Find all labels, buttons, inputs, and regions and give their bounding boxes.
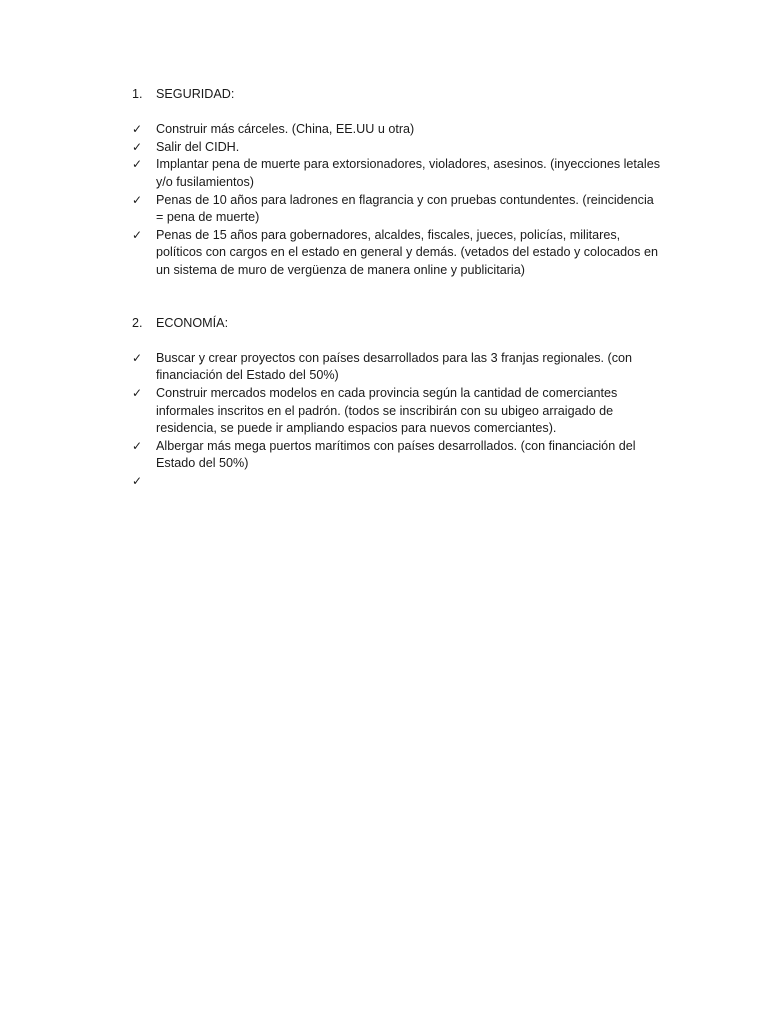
section-number: 1. (132, 87, 143, 101)
check-icon: ✓ (132, 157, 143, 172)
list-item-empty (132, 473, 662, 491)
check-icon: ✓ (132, 385, 143, 400)
section-title: ECONOMÍA: (156, 315, 229, 330)
list-item-text: Buscar y crear proyectos con países desarrollados para las 3 franjas regionales. (con financiación del Estado del 50%) (156, 350, 633, 383)
check-icon: ✓ (132, 473, 143, 488)
document-body (132, 86, 662, 490)
list-item-text: Construir mercados modelos en cada provincia según la cantidad de comerciantes informales inscritos en el padrón. (todos se inscribirán con su ubigeo arraigado de residencia, se puede ir ampliando espacios para nuevos comerciantes). (156, 385, 618, 436)
check-icon: ✓ (132, 139, 143, 154)
list-item (132, 385, 662, 438)
section-heading-economia (132, 315, 662, 333)
seguridad-list (132, 121, 662, 279)
section-heading-seguridad (132, 86, 662, 104)
section-title: SEGURIDAD: (156, 87, 235, 101)
list-item (132, 121, 662, 139)
section-number: 2. (132, 315, 143, 330)
list-item-text: Penas de 15 años para gobernadores, alcaldes, fiscales, jueces, policías, militares, políticos con cargos en el estado en general y demás. (vetados del estado y colocados en un sistema de muro de vergüenza de manera online y publicitaria) (156, 227, 658, 277)
list-item (132, 156, 662, 191)
list-item-text: Penas de 10 años para ladrones en flagrancia y con pruebas contundentes. (reincidencia = pena de muerte) (156, 192, 654, 225)
check-icon: ✓ (132, 350, 143, 365)
check-icon: ✓ (132, 122, 143, 137)
list-item (132, 227, 662, 280)
economia-list (132, 350, 662, 491)
list-item-text: Salir del CIDH. (156, 139, 240, 154)
list-item-text: Construir más cárceles. (China, EE.UU u otra) (156, 122, 415, 137)
check-icon: ✓ (132, 227, 143, 242)
check-icon: ✓ (132, 192, 143, 207)
list-item (132, 139, 662, 157)
list-item (132, 438, 662, 473)
list-item (132, 192, 662, 227)
list-item-text: Implantar pena de muerte para extorsionadores, violadores, asesinos. (inyecciones letales y/o fusilamientos) (156, 157, 661, 189)
list-item-text: Albergar más mega puertos marítimos con países desarrollados. (con financiación del Estado del 50%) (156, 438, 636, 471)
check-icon: ✓ (132, 438, 143, 453)
list-item (132, 350, 662, 385)
